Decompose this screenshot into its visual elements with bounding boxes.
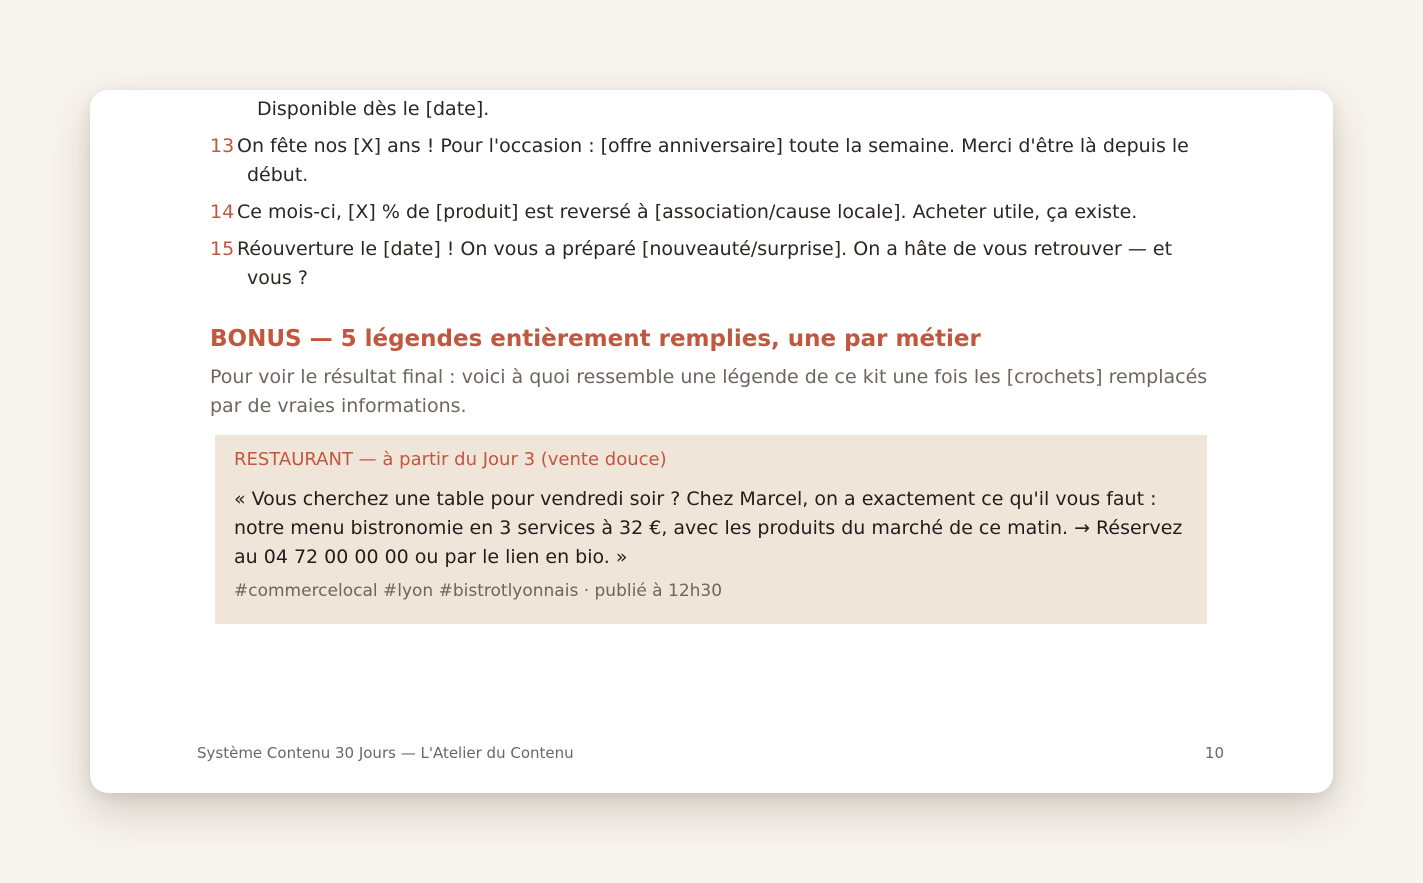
list-item-13 [210, 132, 1210, 190]
example-caption-box [215, 435, 1207, 624]
list-item-14 [210, 198, 1210, 227]
footer-title: Système Contenu 30 Jours — L'Atelier du Contenu [197, 744, 574, 762]
list-item-continuation: Disponible dès le [date]. [257, 98, 490, 120]
document-page [90, 90, 1333, 793]
page-number: 10 [1204, 744, 1224, 762]
example-label: RESTAURANT — à partir du Jour 3 (vente douce) [234, 449, 667, 470]
list-item-number: 15 [210, 238, 235, 260]
page-content [210, 90, 1210, 624]
list-item-number: 13 [210, 135, 235, 157]
example-caption-text: « Vous cherchez une table pour vendredi soir ? Chez Marcel, on a exactement ce qu'il vous faut : notre menu bistronomie en 3 services à 32 €, avec les produits du marché de ce matin. → Réservez au 04 72 00 00 00 ou par le lien en bio. » [234, 488, 1183, 568]
list-item-15 [210, 235, 1210, 293]
bonus-intro: Pour voir le résultat final : voici à quoi ressemble une légende de ce kit une fois les [crochets] remplacés par de vraies informations. [210, 366, 1208, 417]
list-item-text: Réouverture le [date] ! On vous a préparé [nouveauté/surprise]. On a hâte de vous retrouver — et vous ? [237, 238, 1173, 289]
list-item-text: Ce mois-ci, [X] % de [produit] est reversé à [association/cause locale]. Acheter utile, ça existe. [237, 201, 1138, 223]
list-item-number: 14 [210, 201, 235, 223]
bonus-heading: BONUS — 5 légendes entièrement remplies, une par métier [210, 326, 981, 352]
list-item-text: On fête nos [X] ans ! Pour l'occasion : [offre anniversaire] toute la semaine. Merci d'être là depuis le début. [237, 135, 1189, 186]
example-hashtags: #commercelocal #lyon #bistrotlyonnais · publié à 12h30 [234, 581, 723, 601]
